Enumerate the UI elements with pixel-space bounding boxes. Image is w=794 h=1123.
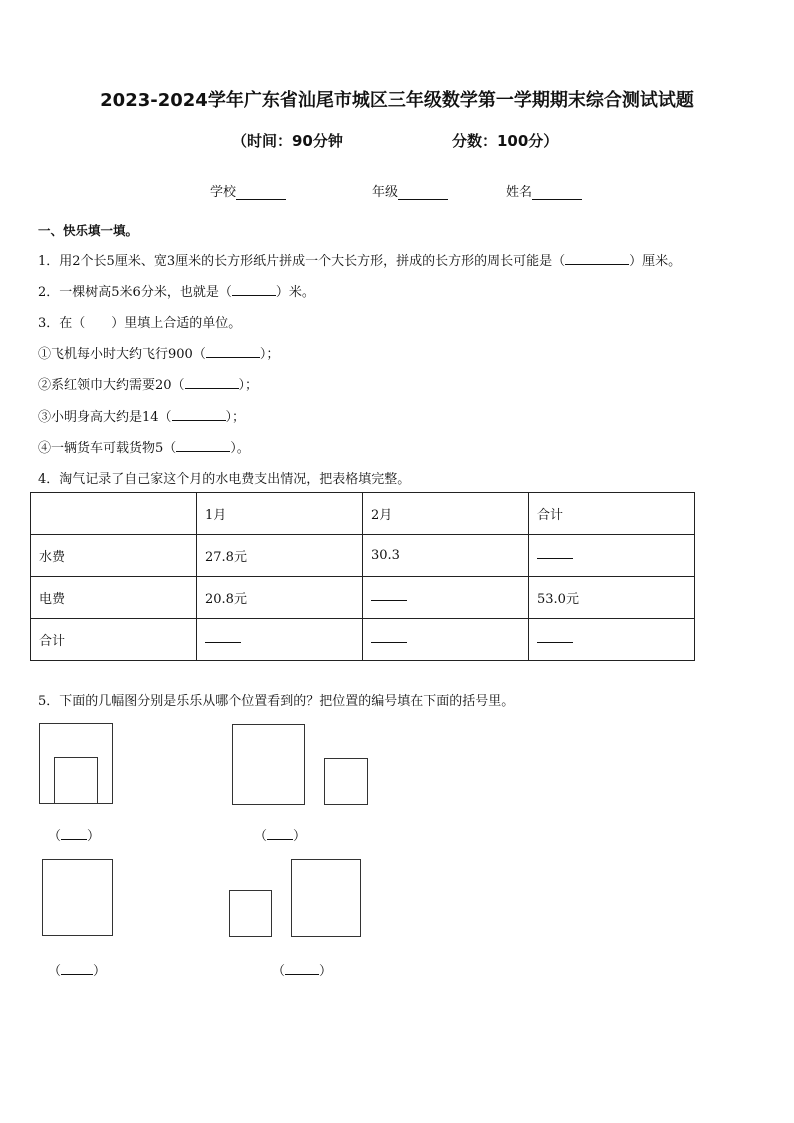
paren-close: ） bbox=[293, 829, 307, 844]
question-3-1-blank[interactable] bbox=[206, 345, 260, 358]
answer-blank[interactable] bbox=[371, 591, 407, 601]
table-cell: 27.8元 bbox=[197, 535, 363, 577]
question-3-3 bbox=[38, 406, 245, 425]
table-header-cell: 2月 bbox=[363, 493, 529, 535]
table-blank-cell[interactable] bbox=[197, 619, 363, 661]
view-figure-1-inner-square bbox=[54, 757, 98, 804]
question-3-1 bbox=[38, 343, 279, 362]
exam-time: （时间：90分钟 bbox=[232, 132, 343, 150]
question-1-suffix: ）厘米。 bbox=[629, 254, 682, 269]
question-1 bbox=[38, 250, 681, 269]
question-5: 5．下面的几幅图分别是乐乐从哪个位置看到的？把位置的编号填在下面的括号里。 bbox=[38, 694, 515, 709]
question-2-suffix: ）米。 bbox=[275, 285, 315, 300]
question-3-2-blank[interactable] bbox=[185, 376, 239, 389]
grade-field[interactable] bbox=[372, 181, 448, 200]
paren-open: （ bbox=[48, 964, 62, 979]
question-3-2-text: ②系红领巾大约需要20（ bbox=[38, 378, 185, 393]
section-heading: 一、快乐填一填。 bbox=[38, 223, 139, 238]
answer-blank[interactable] bbox=[371, 633, 407, 643]
answer-blank[interactable] bbox=[205, 633, 241, 643]
view-figure-4-large-square bbox=[291, 859, 361, 937]
paren-open: （ bbox=[272, 964, 286, 979]
question-3: 3．在（ ）里填上合适的单位。 bbox=[38, 316, 242, 331]
name-field[interactable] bbox=[506, 181, 582, 200]
question-3-3-blank[interactable] bbox=[172, 408, 226, 421]
table-blank-cell[interactable] bbox=[529, 619, 695, 661]
table-header-cell: 1月 bbox=[197, 493, 363, 535]
answer-blank[interactable] bbox=[267, 827, 293, 840]
question-2-text: 2．一棵树高5米6分米，也就是（ bbox=[38, 285, 232, 300]
question-1-blank[interactable] bbox=[565, 252, 629, 265]
question-3-4 bbox=[38, 437, 250, 456]
grade-label: 年级 bbox=[372, 185, 399, 200]
question-3-4-text: ④一辆货车可载货物5（ bbox=[38, 441, 177, 456]
question-3-3-suffix: ）； bbox=[225, 410, 246, 425]
table-cell: 水费 bbox=[31, 535, 197, 577]
question-3-1-suffix: ）； bbox=[259, 347, 280, 362]
table-cell: 30.3 bbox=[363, 535, 529, 577]
answer-blank[interactable] bbox=[285, 962, 319, 975]
school-label: 学校 bbox=[210, 185, 237, 200]
name-label: 姓名 bbox=[506, 185, 533, 200]
table-header-cell: 合计 bbox=[529, 493, 695, 535]
answer-parens-3[interactable] bbox=[48, 960, 106, 979]
table-cell: 20.8元 bbox=[197, 577, 363, 619]
view-figure-3-square bbox=[42, 859, 113, 936]
question-2 bbox=[38, 281, 315, 300]
answer-blank[interactable] bbox=[61, 827, 87, 840]
paren-open: （ bbox=[48, 829, 62, 844]
question-3-4-suffix: ）。 bbox=[230, 441, 250, 456]
question-4: 4．淘气记录了自己家这个月的水电费支出情况，把表格填完整。 bbox=[38, 472, 411, 487]
question-3-3-text: ③小明身高大约是14（ bbox=[38, 410, 172, 425]
table-cell: 53.0元 bbox=[529, 577, 695, 619]
answer-parens-4[interactable] bbox=[272, 960, 332, 979]
table-cell: 合计 bbox=[31, 619, 197, 661]
name-blank[interactable] bbox=[532, 186, 582, 200]
grade-blank[interactable] bbox=[398, 186, 448, 200]
table-blank-cell[interactable] bbox=[363, 619, 529, 661]
school-field[interactable] bbox=[210, 181, 286, 200]
question-3-2-suffix: ）； bbox=[238, 378, 259, 393]
utility-table bbox=[30, 492, 695, 661]
paren-close: ） bbox=[93, 964, 107, 979]
answer-parens-1[interactable] bbox=[48, 825, 100, 844]
table-header-row bbox=[31, 493, 695, 535]
question-3-4-blank[interactable] bbox=[176, 439, 230, 452]
paren-close: ） bbox=[87, 829, 101, 844]
view-figure-2-large-square bbox=[232, 724, 305, 805]
page-title: 2023-2024学年广东省汕尾市城区三年级数学第一学期期末综合测试试题 bbox=[100, 90, 694, 111]
paren-open: （ bbox=[254, 829, 268, 844]
table-row bbox=[31, 619, 695, 661]
table-cell: 电费 bbox=[31, 577, 197, 619]
question-2-blank[interactable] bbox=[232, 283, 276, 296]
view-figure-4-small-square bbox=[229, 890, 272, 937]
question-1-text: 1．用2个长5厘米、宽3厘米的长方形纸片拼成一个大长方形，拼成的长方形的周长可能是（ bbox=[38, 254, 566, 269]
exam-score: 分数：100分） bbox=[452, 132, 559, 150]
table-blank-cell[interactable] bbox=[529, 535, 695, 577]
school-blank[interactable] bbox=[236, 186, 286, 200]
answer-blank[interactable] bbox=[61, 962, 93, 975]
question-3-1-text: ①飞机每小时大约飞行900（ bbox=[38, 347, 206, 362]
paren-close: ） bbox=[319, 964, 333, 979]
answer-blank[interactable] bbox=[537, 549, 573, 559]
table-header-cell bbox=[31, 493, 197, 535]
table-blank-cell[interactable] bbox=[363, 577, 529, 619]
view-figure-2-small-square bbox=[324, 758, 368, 805]
answer-parens-2[interactable] bbox=[254, 825, 306, 844]
table-row bbox=[31, 577, 695, 619]
answer-blank[interactable] bbox=[537, 633, 573, 643]
question-3-2 bbox=[38, 374, 258, 393]
table-row bbox=[31, 535, 695, 577]
